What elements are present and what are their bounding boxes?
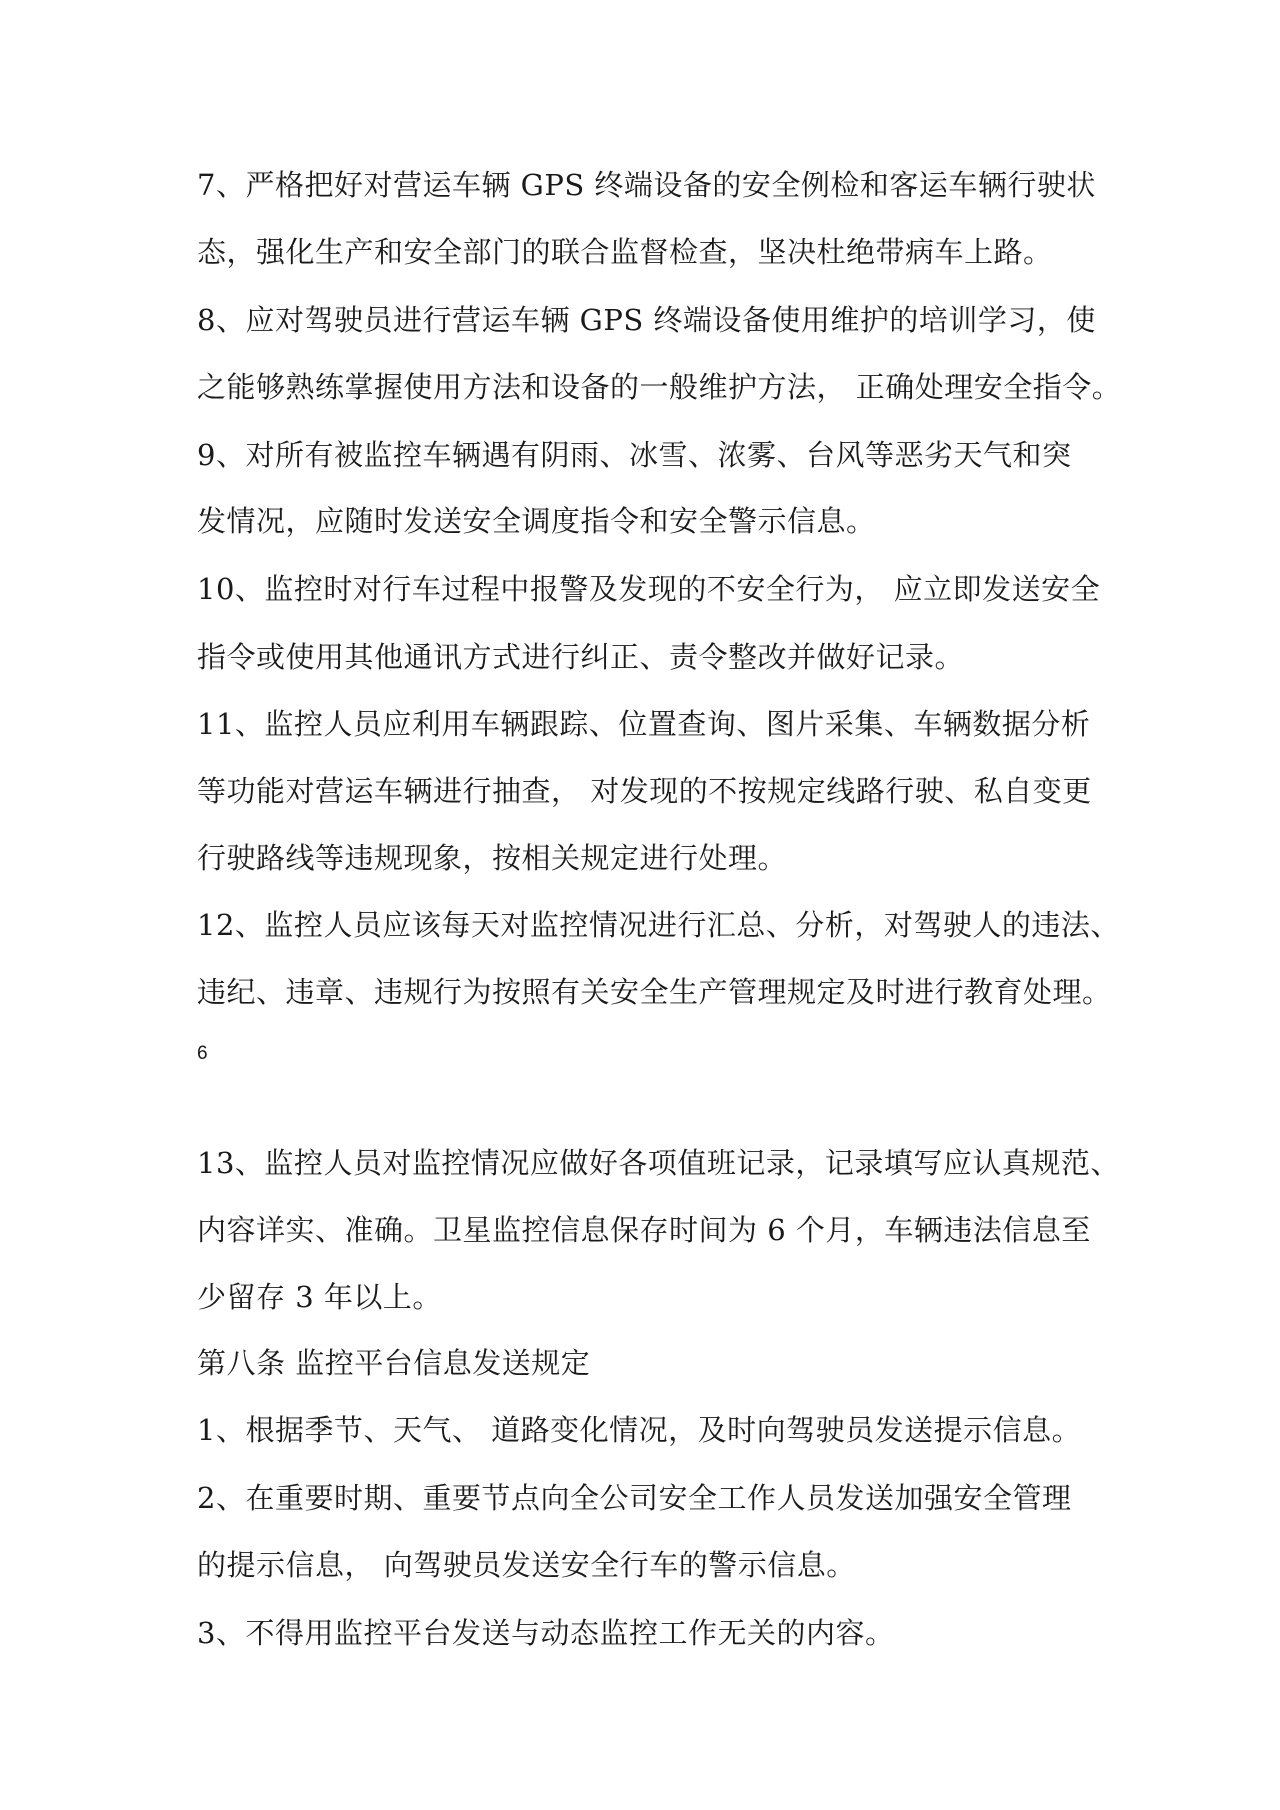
paragraph-11-line-1: 11、监控人员应利用车辆跟踪、位置查询、图片采集、车辆数据分析 (197, 707, 1091, 741)
paragraph-12-line-2: 违纪、违章、违规行为按照有关安全生产管理规定及时进行教育处理。 (197, 975, 1112, 1009)
paragraph-11-line-2: 等功能对营运车辆进行抽查， 对发现的不按规定线路行驶、私自变更 (197, 774, 1092, 808)
paragraph-13-line-2: 内容详实、准确。卫星监控信息保存时间为 6 个月，车辆违法信息至 (197, 1213, 1091, 1247)
paragraph-7-line-1: 7、严格把好对营运车辆 GPS 终端设备的安全例检和客运车辆行驶状 (197, 168, 1096, 202)
paragraph-9-line-2: 发情况，应随时发送安全调度指令和安全警示信息。 (197, 504, 876, 538)
article-8-item-1-line-1: 1、根据季节、天气、 道路变化情况，及时向驾驶员发送提示信息。 (197, 1413, 1082, 1447)
article-8-item-3-line-1: 3、不得用监控平台发送与动态监控工作无关的内容。 (197, 1616, 895, 1650)
paragraph-13-line-3: 少留存 3 年以上。 (197, 1280, 442, 1314)
page-number: 6 (197, 1043, 208, 1064)
paragraph-11-line-3: 行驶路线等违规现象，按相关规定进行处理。 (197, 841, 788, 875)
article-8-item-2-line-2: 的提示信息， 向驾驶员发送安全行车的警示信息。 (197, 1548, 856, 1582)
section-heading-article-8: 第八条 监控平台信息发送规定 (197, 1346, 591, 1380)
paragraph-9-line-1: 9、对所有被监控车辆遇有阴雨、冰雪、浓雾、台风等恶劣天气和突 (197, 438, 1072, 472)
paragraph-12-line-1: 12、监控人员应该每天对监控情况进行汇总、分析，对驾驶人的违法、 (197, 908, 1120, 942)
paragraph-8-line-2: 之能够熟练掌握使用方法和设备的一般维护方法， 正确处理安全指令。 (197, 370, 1122, 404)
article-8-item-2-line-1: 2、在重要时期、重要节点向全公司安全工作人员发送加强安全管理 (197, 1481, 1072, 1515)
paragraph-10-line-2: 指令或使用其他通讯方式进行纠正、责令整改并做好记录。 (197, 640, 965, 674)
paragraph-8-line-1: 8、应对驾驶员进行营运车辆 GPS 终端设备使用维护的培训学习，使 (197, 303, 1096, 337)
paragraph-13-line-1: 13、监控人员对监控情况应做好各项值班记录，记录填写应认真规范、 (197, 1146, 1120, 1180)
paragraph-10-line-1: 10、监控时对行车过程中报警及发现的不安全行为， 应立即发送安全 (197, 572, 1101, 606)
paragraph-7-line-2: 态，强化生产和安全部门的联合监督检查，坚决杜绝带病车上路。 (197, 235, 1053, 269)
